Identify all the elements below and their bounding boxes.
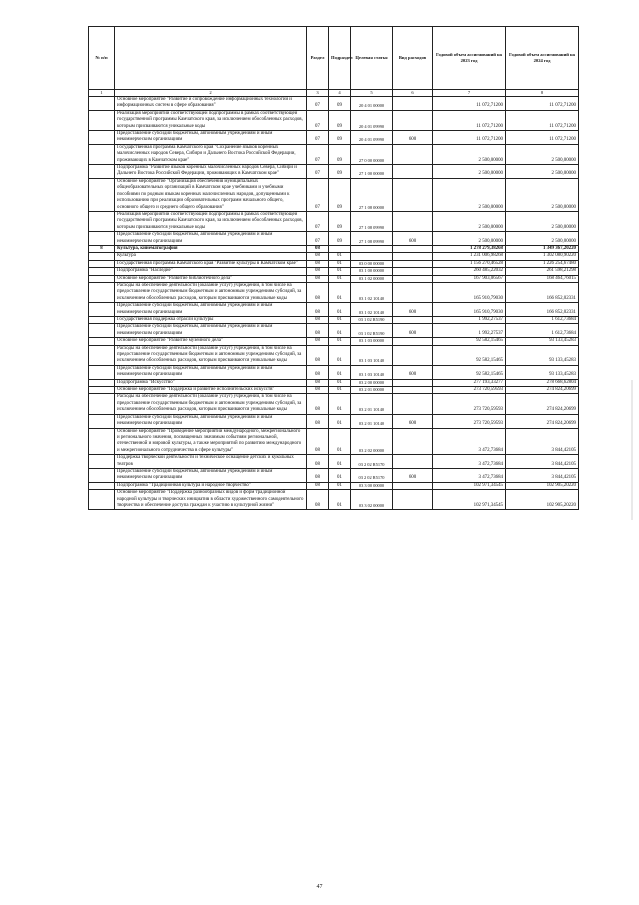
row-expense-type: [393, 97, 433, 111]
row-expense-type: [393, 482, 433, 489]
row-target-article: 03 1 00 00000: [351, 268, 393, 275]
row-number: [89, 394, 115, 414]
column-number: 6: [393, 90, 433, 97]
scan-edge-mark: [631, 380, 633, 520]
row-podrazdel: 01: [329, 260, 351, 267]
row-expense-type: [393, 110, 433, 130]
table-row: [89, 260, 579, 267]
row-podrazdel: 09: [329, 232, 351, 246]
page-number: 47: [316, 884, 323, 890]
row-razdel: 08: [307, 324, 329, 338]
row-name: Основное мероприятие "Организация обеспечения муниципальных общеобразовательных организаций в Камчатском крае учебниками и учебными пособиями по родным языкам коренных малочисленных народов, допущенными к использованию при реализации образовательных программ начального общего, основного общего и среднего общего образования": [115, 178, 307, 211]
table-row: [89, 365, 579, 379]
row-target-article: 03 2 00 00000: [351, 379, 393, 386]
row-expense-type: 600: [393, 414, 433, 428]
table-row: [89, 468, 579, 482]
row-amount-2023: 1 992,27537: [433, 324, 506, 338]
row-name: Расходы на обеспечение деятельности (оказание услуг) учреждений, в том числе на предоставление государственным бюджетным и автономным учреждениям субсидий, за исключением обособленных расходов, которым присваиваются уникальные коды: [115, 394, 307, 414]
row-amount-2023: 92 582,15465: [433, 345, 506, 365]
row-expense-type: 600: [393, 131, 433, 145]
row-target-article: 03 3 00 00000: [351, 482, 393, 489]
row-target-article: 03 1 03 10140: [351, 365, 393, 379]
row-amount-2023: 11 072,71200: [433, 131, 506, 145]
row-target-article: 27 1 08 09990: [351, 211, 393, 231]
row-amount-2023: 3 472,73684: [433, 468, 506, 482]
row-razdel: 08: [307, 468, 329, 482]
row-podrazdel: 01: [329, 490, 351, 510]
row-amount-2023: 165 910,79030: [433, 303, 506, 317]
row-name: Подпрограмма "Искусство": [115, 379, 307, 386]
row-number: 8: [89, 245, 115, 252]
col-header-num: № п/п: [89, 27, 115, 90]
row-podrazdel: 01: [329, 253, 351, 260]
row-razdel: 07: [307, 165, 329, 179]
col-header-2023: Годовой объем ассигнований на 2023 год: [433, 27, 506, 90]
row-target-article: 20 4 01 09990: [351, 110, 393, 130]
row-amount-2024: 1 612,73684: [506, 324, 579, 338]
row-amount-2024: 261 598,21298: [506, 268, 579, 275]
column-number: 4: [329, 90, 351, 97]
row-number: [89, 338, 115, 345]
row-podrazdel: 01: [329, 365, 351, 379]
row-razdel: 08: [307, 490, 329, 510]
row-amount-2024: 11 072,71200: [506, 131, 579, 145]
row-name: Основное мероприятие "Проведение мероприятий международного, межрегионального и регионального значения, посвященных значимым событиям региональной, отечественной и мировой культуры, а также мероприятий по развитию международного и межрегионального сотрудничества в сфере культуры": [115, 428, 307, 455]
table-row: [89, 317, 579, 324]
row-razdel: 07: [307, 131, 329, 145]
row-podrazdel: [329, 245, 351, 252]
row-amount-2023: 277 193,33277: [433, 379, 506, 386]
row-target-article: 20 4 01 00000: [351, 97, 393, 111]
column-number-row: [89, 90, 579, 97]
row-amount-2024: 102 905,20220: [506, 482, 579, 489]
row-expense-type: [393, 282, 433, 302]
row-amount-2023: 11 072,71200: [433, 110, 506, 130]
row-number: [89, 144, 115, 164]
row-amount-2024: 274 824,20699: [506, 414, 579, 428]
row-razdel: 08: [307, 482, 329, 489]
column-number: 5: [351, 90, 393, 97]
row-target-article: 03 2 01 10140: [351, 414, 393, 428]
row-amount-2024: 2 500,00000: [506, 211, 579, 231]
row-number: [89, 455, 115, 469]
row-amount-2023: 2 500,00000: [433, 144, 506, 164]
row-target-article: 03 2 01 10140: [351, 394, 393, 414]
row-expense-type: [393, 178, 433, 211]
row-amount-2024: 2 500,00000: [506, 178, 579, 211]
row-podrazdel: 01: [329, 428, 351, 455]
row-amount-2024: 1 226 254,67480: [506, 260, 579, 267]
column-number: 1: [89, 90, 115, 97]
row-number: [89, 110, 115, 130]
budget-table-sheet: [88, 26, 578, 510]
row-amount-2024: 102 905,20220: [506, 490, 579, 510]
row-name: Предоставление субсидий бюджетным, автономным учреждениям и иным некоммерческим организациям: [115, 232, 307, 246]
row-podrazdel: 09: [329, 178, 351, 211]
row-number: [89, 131, 115, 145]
row-target-article: 03 2 02 R5170: [351, 468, 393, 482]
row-expense-type: [393, 490, 433, 510]
row-podrazdel: 09: [329, 110, 351, 130]
row-podrazdel: 01: [329, 379, 351, 386]
row-podrazdel: 01: [329, 468, 351, 482]
row-name: Предоставление субсидий бюджетным, автономным учреждениям и иным некоммерческим организациям: [115, 365, 307, 379]
row-number: [89, 468, 115, 482]
row-podrazdel: 01: [329, 338, 351, 345]
row-target-article: 03 1 03 00000: [351, 338, 393, 345]
row-amount-2023: 167 903,06567: [433, 275, 506, 282]
row-name: Предоставление субсидий бюджетным, автономным учреждениям и иным некоммерческим организациям: [115, 468, 307, 482]
column-number: 7: [433, 90, 506, 97]
row-razdel: 08: [307, 253, 329, 260]
budget-table: [88, 26, 579, 510]
row-name: Культура: [115, 253, 307, 260]
table-row: [89, 387, 579, 394]
row-razdel: 08: [307, 394, 329, 414]
row-expense-type: [393, 275, 433, 282]
col-header-name: [115, 27, 307, 90]
table-row: [89, 345, 579, 365]
row-podrazdel: 01: [329, 282, 351, 302]
table-row: [89, 379, 579, 386]
row-razdel: 08: [307, 428, 329, 455]
row-name: Основное мероприятие "Развитие библиотечного дела": [115, 275, 307, 282]
row-razdel: 08: [307, 245, 329, 252]
table-row: [89, 245, 579, 252]
row-razdel: 08: [307, 455, 329, 469]
row-expense-type: [393, 345, 433, 365]
row-razdel: 08: [307, 317, 329, 324]
table-row: [89, 490, 579, 510]
row-number: [89, 232, 115, 246]
row-amount-2024: 1 302 080,90220: [506, 253, 579, 260]
row-razdel: 08: [307, 268, 329, 275]
row-name: Основное мероприятие "Развитие музейного дела": [115, 338, 307, 345]
row-expense-type: [393, 253, 433, 260]
row-expense-type: [393, 211, 433, 231]
row-amount-2023: 1 278 279,38268: [433, 245, 506, 252]
row-razdel: 08: [307, 387, 329, 394]
row-number: [89, 211, 115, 231]
col-header-csr: Целевая статья: [351, 27, 393, 90]
row-amount-2024: 166 852,02331: [506, 303, 579, 317]
row-podrazdel: 01: [329, 387, 351, 394]
row-amount-2024: 1 349 367,20220: [506, 245, 579, 252]
row-target-article: 03 1 02 10140: [351, 282, 393, 302]
row-name: Предоставление субсидий бюджетным, автономным учреждениям и иным некоммерческим организациям: [115, 303, 307, 317]
row-name: Государственная программа Камчатского края "Сохранение языков коренных малочисленных народов Севера, Сибири и Дальнего Востока Российской Федерации, проживающих в Камчатском крае": [115, 144, 307, 164]
row-razdel: 08: [307, 275, 329, 282]
row-amount-2023: 102 971,34545: [433, 490, 506, 510]
row-razdel: 08: [307, 303, 329, 317]
row-razdel: 08: [307, 282, 329, 302]
row-podrazdel: 01: [329, 345, 351, 365]
row-podrazdel: 01: [329, 482, 351, 489]
table-row: [89, 303, 579, 317]
row-podrazdel: 09: [329, 97, 351, 111]
row-amount-2024: 93 133,45283: [506, 365, 579, 379]
row-amount-2023: 273 720,59593: [433, 414, 506, 428]
table-body: [89, 97, 579, 510]
table-row: [89, 455, 579, 469]
row-razdel: 08: [307, 338, 329, 345]
row-amount-2024: 2 500,00000: [506, 232, 579, 246]
row-amount-2024: 1 612,73684: [506, 317, 579, 324]
row-razdel: 07: [307, 110, 329, 130]
row-target-article: 27 1 00 00000: [351, 165, 393, 179]
row-target-article: 20 4 01 09990: [351, 131, 393, 145]
row-expense-type: 600: [393, 232, 433, 246]
row-amount-2024: 3 844,42105: [506, 428, 579, 455]
col-header-2024: Годовой объем ассигнований на 2024 год: [506, 27, 579, 90]
row-number: [89, 260, 115, 267]
row-number: [89, 178, 115, 211]
row-amount-2023: 92 582,15465: [433, 338, 506, 345]
row-name: Подпрограмма "Традиционная культура и народное творчество": [115, 482, 307, 489]
row-number: [89, 365, 115, 379]
row-number: [89, 379, 115, 386]
row-number: [89, 275, 115, 282]
row-number: [89, 317, 115, 324]
row-amount-2024: 11 072,71200: [506, 97, 579, 111]
row-target-article: [351, 253, 393, 260]
row-amount-2023: 1 992,27537: [433, 317, 506, 324]
table-header-row: [89, 27, 579, 90]
row-expense-type: [393, 379, 433, 386]
row-name: Культура, кинематография: [115, 245, 307, 252]
row-podrazdel: 01: [329, 268, 351, 275]
table-row: [89, 414, 579, 428]
row-target-article: 03 0 00 00000: [351, 260, 393, 267]
row-amount-2023: 1 231 006,98268: [433, 253, 506, 260]
row-razdel: 08: [307, 414, 329, 428]
row-name: Основное мероприятие "Поддержка разнообразных видов и форм традиционной народной культуры и творческих инициатив в области художественного самодеятельного творчества и обеспечение доступа граждан к участию в культурной жизни": [115, 490, 307, 510]
row-amount-2023: 2 500,00000: [433, 165, 506, 179]
row-number: [89, 324, 115, 338]
row-podrazdel: 09: [329, 165, 351, 179]
row-podrazdel: 09: [329, 144, 351, 164]
row-amount-2023: 3 472,73684: [433, 428, 506, 455]
row-name: Поддержка творческой деятельности и техническое оснащение детских и кукольных театров: [115, 455, 307, 469]
row-name: Подпрограмма "Развитие языков коренных малочисленных народов Севера, Сибири и Дальнего Востока Российской Федерации, проживающих в Камчатском крае": [115, 165, 307, 179]
row-expense-type: [393, 144, 433, 164]
row-number: [89, 97, 115, 111]
row-expense-type: [393, 260, 433, 267]
table-row: [89, 275, 579, 282]
row-name: Основное мероприятие "Развитие и сопровождение информационных технологий и информационных систем в сфере образования": [115, 97, 307, 111]
row-podrazdel: 01: [329, 455, 351, 469]
row-expense-type: [393, 394, 433, 414]
row-number: [89, 414, 115, 428]
row-podrazdel: 09: [329, 131, 351, 145]
row-razdel: 07: [307, 232, 329, 246]
row-expense-type: 600: [393, 303, 433, 317]
col-header-podrazdel: Подраздел: [329, 27, 351, 90]
row-name: Основное мероприятие "Поддержка и развитие исполнительских искусств": [115, 387, 307, 394]
row-name: Предоставление субсидий бюджетным, автономным учреждениям и иным некоммерческим организациям: [115, 131, 307, 145]
row-amount-2024: 274 824,20699: [506, 387, 579, 394]
row-number: [89, 282, 115, 302]
row-expense-type: [393, 165, 433, 179]
row-podrazdel: 01: [329, 414, 351, 428]
row-amount-2023: 92 582,15465: [433, 365, 506, 379]
row-name: Расходы на обеспечение деятельности (оказание услуг) учреждений, в том числе на предоставление государственным бюджетным и автономным учреждениям субсидий, за исключением обособленных расходов, которым присваиваются уникальные коды: [115, 282, 307, 302]
row-expense-type: 600: [393, 324, 433, 338]
row-amount-2023: 102 971,34545: [433, 482, 506, 489]
row-expense-type: 600: [393, 468, 433, 482]
row-podrazdel: 01: [329, 324, 351, 338]
table-row: [89, 324, 579, 338]
row-target-article: 03 1 02 00000: [351, 275, 393, 282]
table-row: [89, 482, 579, 489]
row-name: Расходы на обеспечение деятельности (оказание услуг) учреждений, в том числе на предоставление государственным бюджетным и автономным учреждениям субсидий, за исключением обособленных расходов, которым присваиваются уникальные коды: [115, 345, 307, 365]
row-target-article: 27 1 08 09990: [351, 232, 393, 246]
row-expense-type: [393, 428, 433, 455]
row-amount-2024: 2 500,00000: [506, 144, 579, 164]
row-number: [89, 253, 115, 260]
row-number: [89, 387, 115, 394]
row-number: [89, 303, 115, 317]
row-target-article: 03 1 03 10140: [351, 345, 393, 365]
row-name: Предоставление субсидий бюджетным, автономным учреждениям и иным некоммерческим организациям: [115, 324, 307, 338]
table-row: [89, 282, 579, 302]
table-row: [89, 178, 579, 211]
row-expense-type: [393, 338, 433, 345]
row-razdel: 08: [307, 260, 329, 267]
row-name: Государственная программа Камчатского края "Развитие культуры в Камчатском крае": [115, 260, 307, 267]
row-target-article: 03 2 02 00000: [351, 428, 393, 455]
row-number: [89, 490, 115, 510]
row-amount-2023: 165 910,79030: [433, 282, 506, 302]
row-expense-type: [393, 317, 433, 324]
row-razdel: 08: [307, 379, 329, 386]
row-amount-2024: 11 072,71200: [506, 110, 579, 130]
col-header-razdel: Раздел: [307, 27, 329, 90]
column-number: 2: [115, 90, 307, 97]
row-amount-2023: 3 472,73684: [433, 455, 506, 469]
row-razdel: 07: [307, 178, 329, 211]
row-expense-type: [393, 455, 433, 469]
row-amount-2024: 2 500,00000: [506, 165, 579, 179]
row-target-article: 03 2 02 R5170: [351, 455, 393, 469]
row-target-article: 03 1 02 10140: [351, 303, 393, 317]
row-expense-type: 600: [393, 365, 433, 379]
row-razdel: 07: [307, 211, 329, 231]
row-razdel: 08: [307, 345, 329, 365]
row-amount-2024: 93 133,45283: [506, 345, 579, 365]
row-number: [89, 345, 115, 365]
table-row: [89, 211, 579, 231]
row-amount-2024: 3 844,42105: [506, 455, 579, 469]
column-number: 3: [307, 90, 329, 97]
row-name: Государственная поддержка отрасли культуры: [115, 317, 307, 324]
row-expense-type: [393, 387, 433, 394]
row-amount-2024: 274 824,20699: [506, 394, 579, 414]
table-row: [89, 394, 579, 414]
row-podrazdel: 01: [329, 394, 351, 414]
row-number: [89, 268, 115, 275]
row-amount-2023: 2 500,00000: [433, 211, 506, 231]
row-podrazdel: 01: [329, 317, 351, 324]
row-amount-2024: 278 668,62804: [506, 379, 579, 386]
row-target-article: 03 1 02 R5190: [351, 324, 393, 338]
row-amount-2024: 166 852,02331: [506, 282, 579, 302]
row-expense-type: [393, 245, 433, 252]
col-header-vr: Вид расходов: [393, 27, 433, 90]
row-podrazdel: 01: [329, 303, 351, 317]
row-amount-2023: 11 072,71200: [433, 97, 506, 111]
row-target-article: 27 0 00 00000: [351, 144, 393, 164]
table-row: [89, 144, 579, 164]
table-row: [89, 97, 579, 111]
row-amount-2024: 168 464,76015: [506, 275, 579, 282]
row-number: [89, 165, 115, 179]
row-number: [89, 428, 115, 455]
row-podrazdel: 01: [329, 275, 351, 282]
row-razdel: 07: [307, 97, 329, 111]
row-name: Подпрограмма "Наследие": [115, 268, 307, 275]
row-name: Реализация мероприятий соответствующей подпрограммы в рамках соответствующей государственной программы Камчатского края, за исключением обособленных расходов, которым присваиваются уникальные коды: [115, 211, 307, 231]
table-row: [89, 165, 579, 179]
row-number: [89, 482, 115, 489]
row-name: Предоставление субсидий бюджетным, автономным учреждениям и иным некоммерческим организациям: [115, 414, 307, 428]
table-row: [89, 338, 579, 345]
table-row: [89, 110, 579, 130]
row-razdel: 08: [307, 365, 329, 379]
row-expense-type: [393, 268, 433, 275]
row-target-article: 03 2 01 00000: [351, 387, 393, 394]
row-amount-2024: 93 133,45283: [506, 338, 579, 345]
row-razdel: 07: [307, 144, 329, 164]
table-row: [89, 428, 579, 455]
row-amount-2023: 260 485,22032: [433, 268, 506, 275]
column-number: 8: [506, 90, 579, 97]
table-row: [89, 253, 579, 260]
row-target-article: 03 3 02 00000: [351, 490, 393, 510]
row-amount-2023: 2 500,00000: [433, 178, 506, 211]
row-podrazdel: 09: [329, 211, 351, 231]
row-target-article: 27 1 08 00000: [351, 178, 393, 211]
row-amount-2023: 273 720,59593: [433, 387, 506, 394]
row-target-article: [351, 245, 393, 252]
row-amount-2023: 1 156 270,46528: [433, 260, 506, 267]
row-name: Реализация мероприятий соответствующей подпрограммы в рамках соответствующей государственной программы Камчатского края, за исключением обособленных расходов, которым присваиваются уникальные коды: [115, 110, 307, 130]
table-row: [89, 131, 579, 145]
table-row: [89, 268, 579, 275]
row-amount-2024: 3 844,42105: [506, 468, 579, 482]
table-row: [89, 232, 579, 246]
row-target-article: 03 1 02 R5190: [351, 317, 393, 324]
row-amount-2023: 2 500,00000: [433, 232, 506, 246]
row-amount-2023: 273 720,59593: [433, 394, 506, 414]
